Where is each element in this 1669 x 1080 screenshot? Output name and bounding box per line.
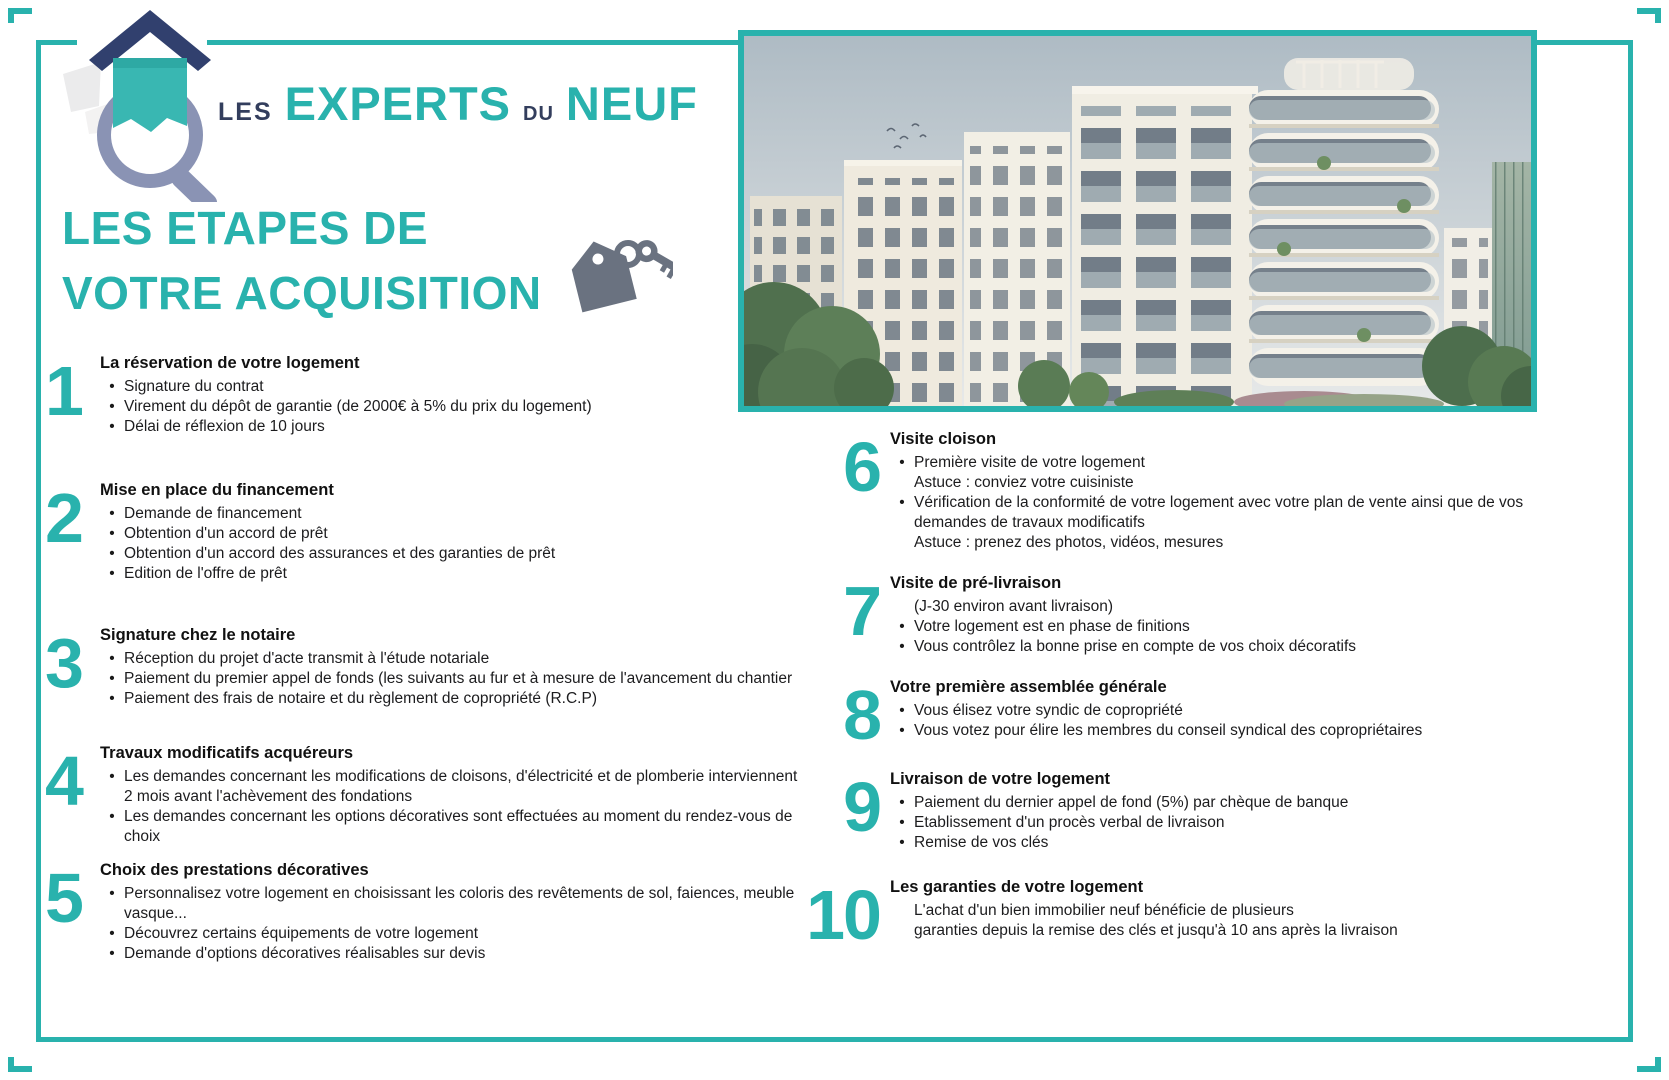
step-item-text: L'achat d'un bien immobilier neuf bénéficie de plusieurs <box>914 902 1294 919</box>
step-number: 10 <box>806 876 880 954</box>
step-9 <box>805 768 1540 853</box>
step-item-text: Paiement du premier appel de fonds (les suivants au fur et à mesure de l'avancement du chantier <box>124 670 793 687</box>
step-item <box>100 669 805 689</box>
step-1 <box>45 352 805 437</box>
bullet-marker <box>890 921 914 941</box>
brand-word-du: DU <box>523 103 554 125</box>
step-number: 9 <box>843 768 880 846</box>
step-item <box>890 793 1540 813</box>
step-item <box>890 597 1540 617</box>
step-item <box>890 901 1540 921</box>
step-body <box>890 768 1540 853</box>
step-6 <box>805 428 1540 553</box>
bullet-marker: • <box>899 814 905 831</box>
step-item <box>890 721 1540 741</box>
bullet-marker: • <box>109 418 115 435</box>
step-item-text: Réception du projet d'acte transmit à l'étude notariale <box>124 650 490 667</box>
bullet-marker: • <box>109 378 115 395</box>
step-title: Travaux modificatifs acquéreurs <box>100 744 354 762</box>
step-item <box>100 884 805 924</box>
step-item-text: Edition de l'offre de prêt <box>124 565 287 582</box>
step-item <box>100 377 805 397</box>
step-item-text: Virement du dépôt de garantie (de 2000€ à 5% du prix du logement) <box>124 398 592 415</box>
step-item-text: Votre logement est en phase de finitions <box>914 618 1190 635</box>
step-7 <box>805 572 1540 657</box>
step-item-text: Remise de vos clés <box>914 834 1049 851</box>
bullet-marker: • <box>899 638 905 655</box>
step-item <box>890 701 1540 721</box>
step-item-text: Première visite de votre logement <box>914 454 1145 471</box>
brand-word-neuf: NEUF <box>565 77 698 130</box>
step-item-text: Les demandes concernant les modifications de cloisons, d'électricité et de plomberie interviennent 2 mois avant l'achèvement des fondations <box>124 768 798 805</box>
step-item-text: Obtention d'un accord de prêt <box>124 525 328 542</box>
step-item <box>100 944 805 964</box>
step-item <box>100 807 805 847</box>
brand-word-experts: EXPERTS <box>284 77 512 130</box>
step-item-text: Astuce : conviez votre cuisiniste <box>914 474 1134 491</box>
bullet-marker: • <box>109 925 115 942</box>
step-4 <box>45 742 805 847</box>
bullet-marker: • <box>899 722 905 739</box>
step-item <box>100 544 805 564</box>
step-item <box>100 417 805 437</box>
bullet-marker <box>890 533 914 553</box>
bullet-marker: • <box>109 670 115 687</box>
step-item <box>100 397 805 417</box>
step-3 <box>45 624 805 709</box>
step-number: 8 <box>843 676 880 754</box>
step-item-text: Vérification de la conformité de votre logement avec votre plan de vente ainsi que de vos demandes de travaux modificatifs <box>914 494 1524 531</box>
bullet-marker: • <box>109 565 115 582</box>
step-body <box>890 676 1540 747</box>
bullet-marker: • <box>109 690 115 707</box>
bullet-marker: • <box>899 454 905 471</box>
step-item <box>890 473 1540 493</box>
bullet-marker: • <box>109 650 115 667</box>
step-item <box>100 524 805 544</box>
bullet-marker: • <box>109 505 115 522</box>
step-body <box>890 572 1540 657</box>
bullet-marker: • <box>109 545 115 562</box>
step-item <box>100 649 805 669</box>
step-item <box>100 924 805 944</box>
step-body <box>890 428 1540 553</box>
step-body <box>100 624 805 709</box>
step-number: 2 <box>45 479 82 557</box>
step-number: 3 <box>45 624 82 702</box>
bullet-marker <box>890 901 914 921</box>
step-body <box>100 859 805 964</box>
step-item-text: Les demandes concernant les options décoratives sont effectuées au moment du rendez-vous de choix <box>124 808 793 845</box>
step-body <box>890 876 1540 947</box>
step-item <box>890 813 1540 833</box>
bullet-marker: • <box>899 834 905 851</box>
step-number: 7 <box>843 572 880 650</box>
step-number: 1 <box>45 352 82 430</box>
step-item-text: (J-30 environ avant livraison) <box>914 598 1114 615</box>
step-item-text: Signature du contrat <box>124 378 264 395</box>
step-item-text: Obtention d'un accord des assurances et des garanties de prêt <box>124 545 556 562</box>
step-item <box>890 637 1540 657</box>
step-item <box>100 564 805 584</box>
step-2 <box>45 479 805 584</box>
step-title: Livraison de votre logement <box>890 770 1111 788</box>
step-item <box>890 493 1540 533</box>
step-title: Choix des prestations décoratives <box>100 861 369 879</box>
step-8 <box>805 676 1540 754</box>
bullet-marker: • <box>109 808 115 825</box>
step-title: La réservation de votre logement <box>100 354 360 372</box>
bullet-marker: • <box>109 945 115 962</box>
step-item <box>890 533 1540 553</box>
step-title: Signature chez le notaire <box>100 626 296 644</box>
step-item-text: Vous votez pour élire les membres du conseil syndical des copropriétaires <box>914 722 1423 739</box>
step-title: Les garanties de votre logement <box>890 878 1144 896</box>
step-title: Visite cloison <box>890 430 997 448</box>
step-body <box>100 742 805 847</box>
step-item <box>890 617 1540 637</box>
bullet-marker: • <box>109 768 115 785</box>
step-item-text: Vous élisez votre syndic de copropriété <box>914 702 1183 719</box>
step-title: Mise en place du financement <box>100 481 334 499</box>
step-item <box>890 921 1540 941</box>
bullet-marker: • <box>899 618 905 635</box>
step-item-text: Demande de financement <box>124 505 302 522</box>
bullet-marker: • <box>109 398 115 415</box>
step-item-text: Paiement des frais de notaire et du règlement de copropriété (R.C.P) <box>124 690 597 707</box>
step-number: 6 <box>843 428 880 506</box>
bullet-marker: • <box>109 885 115 902</box>
step-item-text: Découvrez certains équipements de votre logement <box>124 925 479 942</box>
bullet-marker <box>890 473 914 493</box>
brand-word-les: LES <box>218 98 273 126</box>
step-item-text: Personnalisez votre logement en choisissant les coloris des revêtements de sol, faiences, meuble vasque... <box>124 885 795 922</box>
bullet-marker: • <box>899 702 905 719</box>
step-title: Votre première assemblée générale <box>890 678 1167 696</box>
step-number: 4 <box>45 742 82 820</box>
step-10 <box>805 876 1540 954</box>
step-item-text: Demande d'options décoratives réalisables sur devis <box>124 945 486 962</box>
step-number: 5 <box>45 859 82 937</box>
bullet-marker: • <box>109 525 115 542</box>
bullet-marker: • <box>899 494 905 511</box>
step-5 <box>45 859 805 964</box>
step-body <box>100 479 805 584</box>
bullet-marker <box>890 597 914 617</box>
step-item-text: Vous contrôlez la bonne prise en compte de vos choix décoratifs <box>914 638 1357 655</box>
step-item <box>100 689 805 709</box>
title-line-2: VOTRE ACQUISITION <box>62 267 542 319</box>
step-item-text: Paiement du dernier appel de fond (5%) par chèque de banque <box>914 794 1349 811</box>
step-item-text: Astuce : prenez des photos, vidéos, mesures <box>914 534 1224 551</box>
title-line-1: LES ETAPES DE <box>62 202 429 254</box>
step-item-text: Délai de réflexion de 10 jours <box>124 418 325 435</box>
step-item-text: Etablissement d'un procès verbal de livraison <box>914 814 1225 831</box>
step-title: Visite de pré-livraison <box>890 574 1062 592</box>
bullet-marker: • <box>899 794 905 811</box>
step-item <box>890 453 1540 473</box>
step-item <box>100 504 805 524</box>
step-body <box>100 352 805 437</box>
step-item <box>100 767 805 807</box>
step-item-text: garanties depuis la remise des clés et jusqu'à 10 ans après la livraison <box>914 922 1398 939</box>
step-item <box>890 833 1540 853</box>
